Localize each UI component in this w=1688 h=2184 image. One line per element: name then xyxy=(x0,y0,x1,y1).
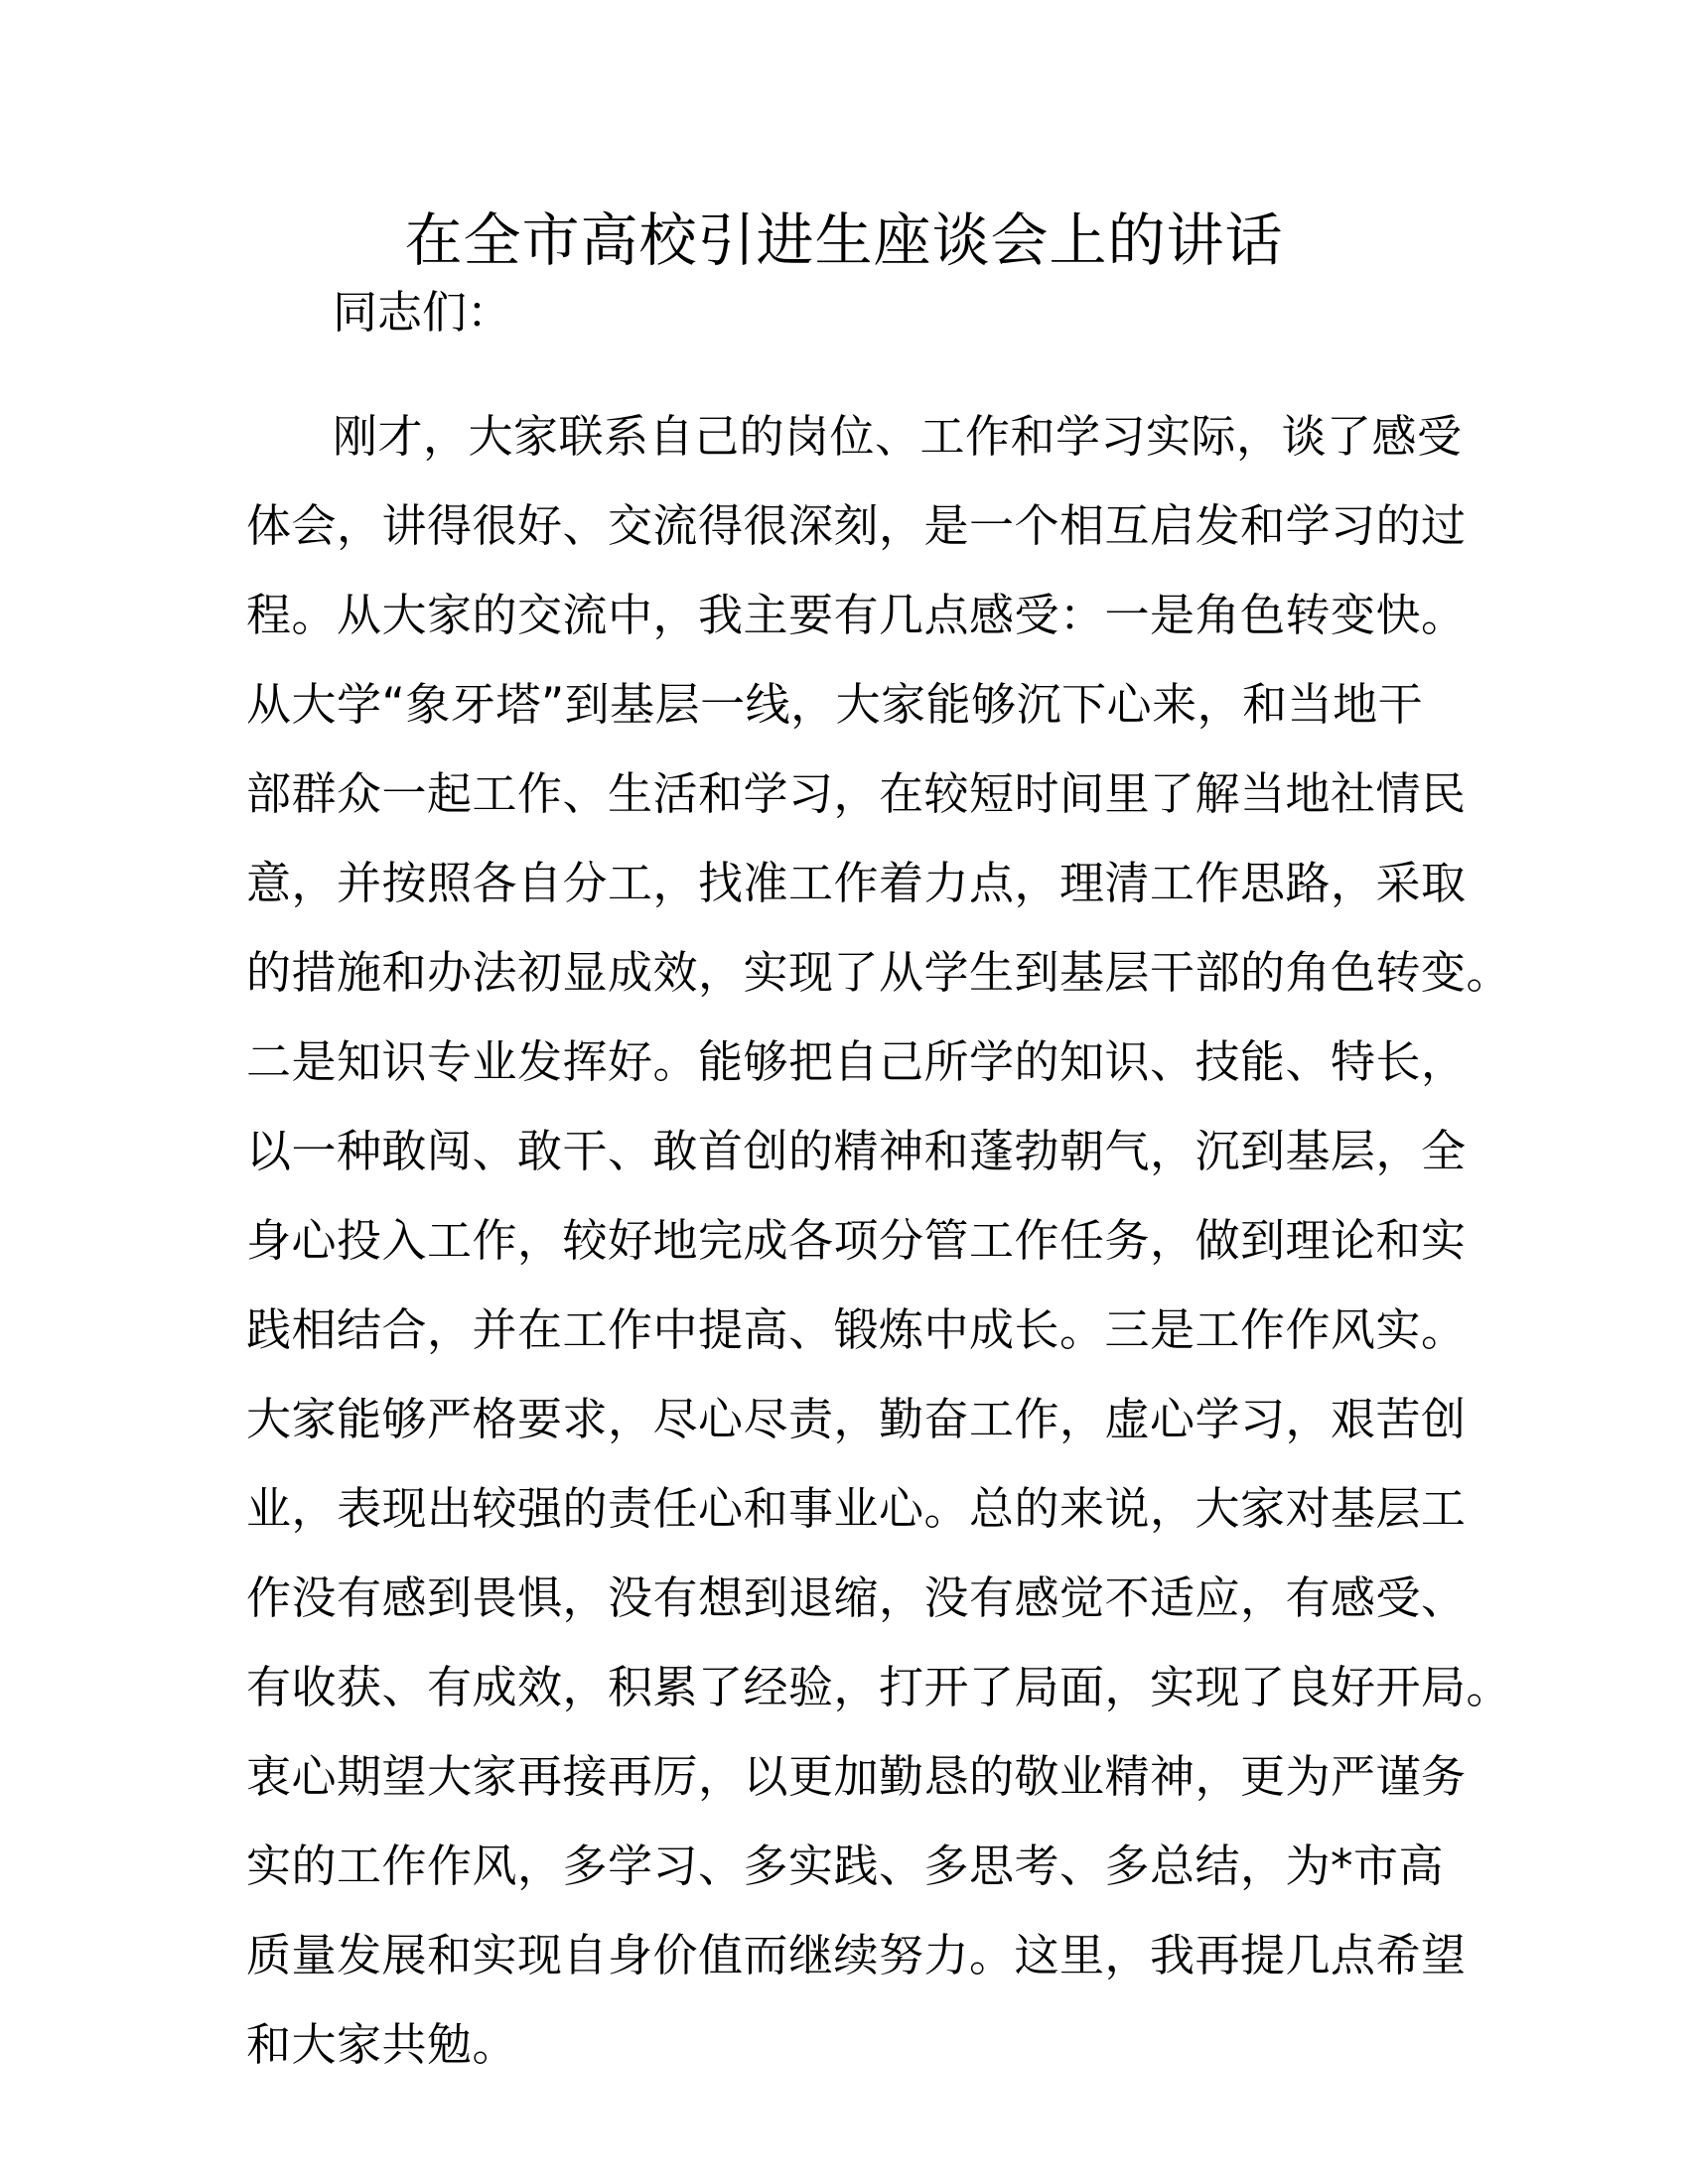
document-title: 在全市高校引进生座谈会上的讲话 xyxy=(404,206,1284,274)
paragraph-line: 程。从大家的交流中，我主要有几点感受：一是角色转变快。 xyxy=(246,589,1467,641)
paragraph-line: 二是知识专业发挥好。能够把自己所学的知识、技能、特长， xyxy=(246,1035,1467,1088)
paragraph-line: 实的工作作风，多学习、多实践、多思考、多总结，为*市高 xyxy=(246,1840,1445,1892)
paragraph-line: 部群众一起工作、生活和学习，在较短时间里了解当地社情民 xyxy=(246,767,1467,820)
paragraph-line: 大家能够严格要求，尽心尽责，勤奋工作，虚心学习，艰苦创 xyxy=(246,1393,1467,1445)
paragraph-line: 衷心期望大家再接再厉，以更加勤恳的敬业精神，更为严谨务 xyxy=(246,1750,1467,1803)
paragraph-line: 业，表现出较强的责任心和事业心。总的来说，大家对基层工 xyxy=(246,1482,1467,1535)
paragraph-line: 身心投入工作，较好地完成各项分管工作任务，做到理论和实 xyxy=(246,1214,1467,1267)
paragraph-line: 质量发展和实现自身价值而继续努力。这里，我再提几点希望 xyxy=(246,1929,1467,1981)
paragraph-line: 践相结合，并在工作中提高、锻炼中成长。三是工作作风实。 xyxy=(246,1303,1467,1356)
paragraph-line: 从大学“象牙塔”到基层一线，大家能够沉下心来，和当地干 xyxy=(246,678,1424,731)
paragraph-line: 刚才，大家联系自己的岗位、工作和学习实际，谈了感受 xyxy=(333,410,1463,463)
paragraph-line: 的措施和办法初显成效，实现了从学生到基层干部的角色转变。 xyxy=(246,946,1512,999)
salutation: 同志们： xyxy=(333,286,512,339)
paragraph-line: 体会，讲得很好、交流得很深刻，是一个相互启发和学习的过 xyxy=(246,499,1467,552)
paragraph-line: 以一种敢闯、敢干、敢首创的精神和蓬勃朝气，沉到基层，全 xyxy=(246,1125,1467,1177)
paragraph-line: 意，并按照各自分工，找准工作着力点，理清工作思路，采取 xyxy=(246,857,1467,909)
paragraph-line: 和大家共勉。 xyxy=(246,2018,518,2071)
paragraph-line: 作没有感到畏惧，没有想到退缩，没有感觉不适应，有感受、 xyxy=(246,1571,1467,1624)
paragraph-line: 有收获、有成效，积累了经验，打开了局面，实现了良好开局。 xyxy=(246,1661,1512,1713)
body-paragraph xyxy=(246,392,1512,2090)
